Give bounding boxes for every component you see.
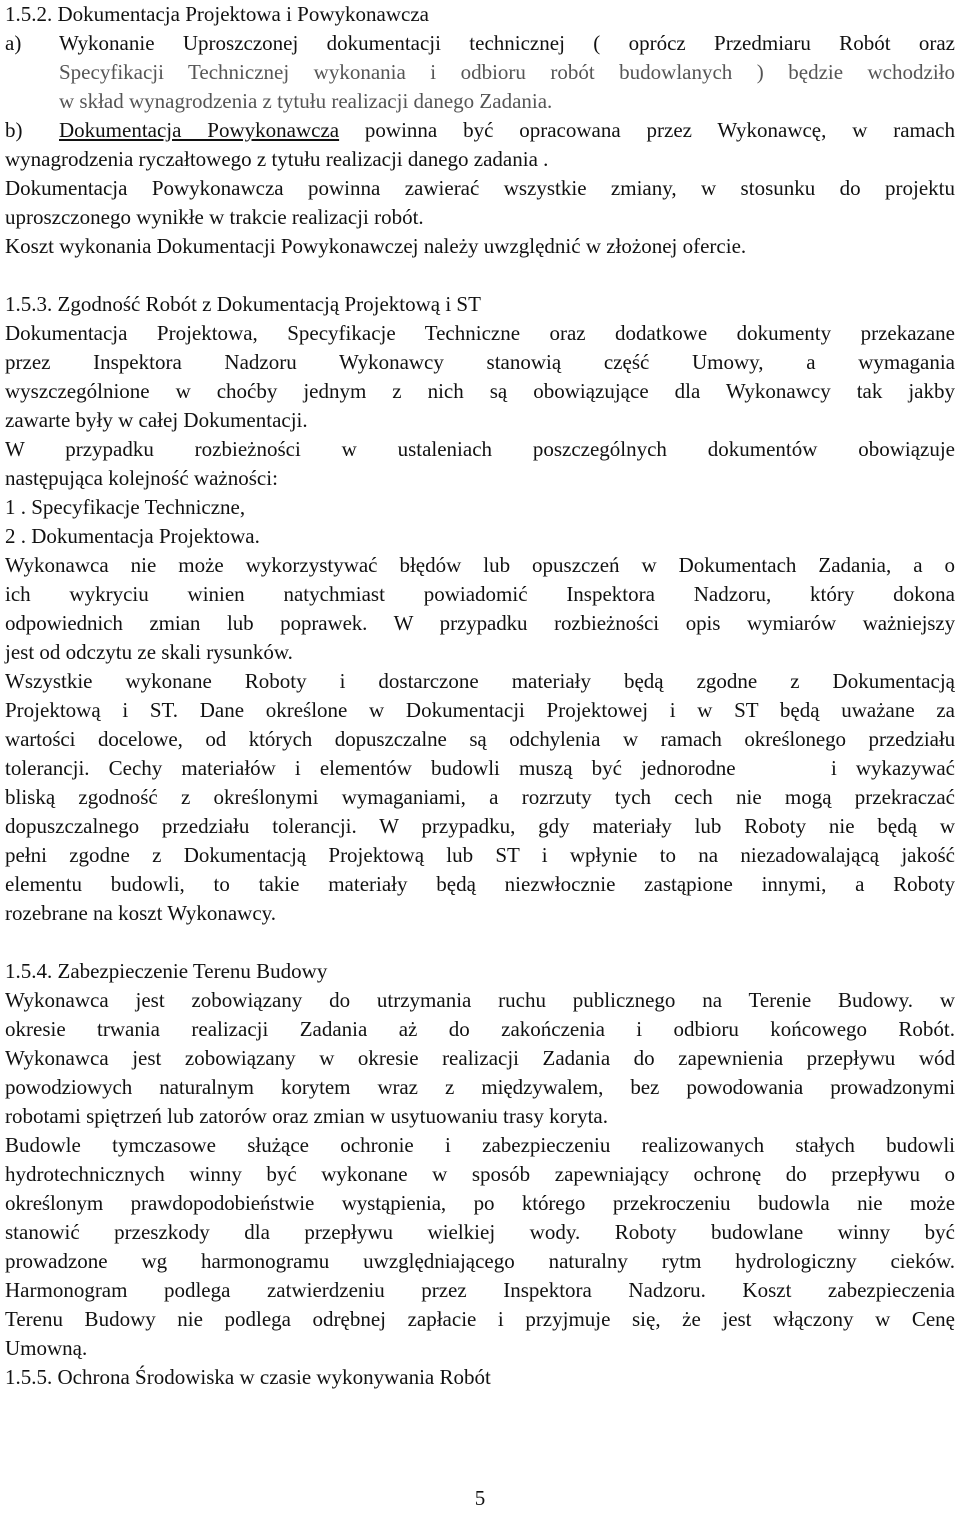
para-1-5-3-2-line-1: W przypadku rozbieżności w ustaleniach poszczególnych dokumentów obowiązuje <box>5 437 955 461</box>
para-1-5-3-3-line-1: Wykonawca nie może wykorzystywać błędów lub opuszczeń w Dokumentach Zadania, a o <box>5 553 955 577</box>
spacer <box>5 261 955 290</box>
item-a-marker: a) <box>5 31 22 55</box>
priority-list-item-2: 2 . Dokumentacja Projektowa. <box>5 524 260 548</box>
para-1-5-4-2-line-3: określonym prawdopodobieństwie wystąpienia, po którego przekroczeniu budowla nie może <box>5 1191 955 1215</box>
para-1-5-4-2-line-5: prowadzone wg harmonogramu uwzględniającego naturalny rytm hydrologiczny cieków. <box>5 1249 955 1273</box>
section-heading-1-5-5: 1.5.5. Ochrona Środowiska w czasie wykonywania Robót <box>5 1365 491 1389</box>
para-1-5-3-1-line-4: zawarte były w całej Dokumentacji. <box>5 408 308 432</box>
spacer <box>5 928 955 957</box>
item-b-line-1 <box>5 116 955 145</box>
para-1-5-2-2-line-1: Dokumentacja Powykonawcza powinna zawierać wszystkie zmiany, w stosunku do projektu <box>5 176 955 200</box>
para-1-5-4-2-line-6: Harmonogram podlega zatwierdzeniu przez Inspektora Nadzoru. Koszt zabezpieczenia <box>5 1278 955 1302</box>
para-1-5-3-4-line-8: elementu budowli, to takie materiały będą niezwłocznie zastąpione innymi, a Roboty <box>5 872 955 896</box>
item-a-line-2: Specyfikacji Technicznej wykonania i odbioru robót budowlanych ) będzie wchodziło <box>59 60 955 84</box>
para-1-5-4-2-line-2: hydrotechnicznych winny być wykonane w sposób zapewniający ochronę do przepływu o <box>5 1162 955 1186</box>
document-page <box>5 0 955 1392</box>
priority-list-item-1: 1 . Specyfikacje Techniczne, <box>5 495 246 519</box>
para-1-5-3-4-line-2: Projektową i ST. Dane określone w Dokumentacji Projektowej i w ST będą uważane za <box>5 698 955 722</box>
para-1-5-4-2-line-4: stanowić przeszkody dla przepływu wielkiej wody. Roboty budowlane winny być <box>5 1220 955 1244</box>
para-1-5-2-3: Koszt wykonania Dokumentacji Powykonawczej należy uwzględnić w złożonej ofercie. <box>5 234 747 258</box>
para-1-5-3-2-line-2: następująca kolejność ważności: <box>5 466 278 490</box>
para-1-5-3-4-line-5: bliską zgodność z określonymi wymaganiami, a rozrzuty tych cech nie mogą przekraczać <box>5 785 955 809</box>
para-1-5-3-3-line-4: jest od odczytu ze skali rysunków. <box>5 640 293 664</box>
para-1-5-3-4-line-4: tolerancji. Cechy materiałów i elementów budowli muszą być jednorodne i wykazywać <box>5 756 955 780</box>
para-1-5-4-1-line-2: okresie trwania realizacji Zadania aż do zakończenia i odbioru końcowego Robót. <box>5 1017 955 1041</box>
para-1-5-4-1-line-1: Wykonawca jest zobowiązany do utrzymania ruchu publicznego na Terenie Budowy. w <box>5 988 955 1012</box>
section-heading-1-5-4: 1.5.4. Zabezpieczenie Terenu Budowy <box>5 959 328 983</box>
item-b-marker: b) <box>5 118 23 142</box>
para-1-5-3-4-line-7: pełni zgodne z Dokumentacją Projektową lub ST i wpłynie to na niezadowalającą jakość <box>5 843 955 867</box>
section-heading-1-5-2: 1.5.2. Dokumentacja Projektowa i Powykonawcza <box>5 2 429 26</box>
para-1-5-3-4-line-6: dopuszczalnego przedziału tolerancji. W przypadku, gdy materiały lub Roboty nie będą w <box>5 814 955 838</box>
para-1-5-4-1-line-3: Wykonawca jest zobowiązany w okresie realizacji Zadania do zapewnienia przepływu wód <box>5 1046 955 1070</box>
para-1-5-3-3-line-3: odpowiednich zmian lub poprawek. W przypadku rozbieżności opis wymiarów ważniejszy <box>5 611 955 635</box>
item-a-line-3: w skład wynagrodzenia z tytułu realizacji danego Zadania. <box>59 89 553 113</box>
item-b-underlined-term: Dokumentacja Powykonawcza <box>59 118 340 142</box>
para-1-5-4-2-line-8: Umowną. <box>5 1336 88 1360</box>
para-1-5-4-1-line-4: powodziowych naturalnym korytem wraz z międzywalem, bez powodowania prowadzonymi <box>5 1075 955 1099</box>
para-1-5-4-2-line-1: Budowle tymczasowe służące ochronie i zabezpieczeniu realizowanych stałych budowli <box>5 1133 955 1157</box>
para-1-5-2-2-line-2: uproszczonego wynikłe w trakcie realizacji robót. <box>5 205 424 229</box>
para-1-5-4-1-line-5: robotami spiętrzeń lub zatorów oraz zmian w usytuowaniu trasy koryta. <box>5 1104 608 1128</box>
para-1-5-3-3-line-2: ich wykryciu winien natychmiast powiadomić Inspektora Nadzoru, który dokona <box>5 582 955 606</box>
para-1-5-3-1-line-1: Dokumentacja Projektowa, Specyfikacje Techniczne oraz dodatkowe dokumenty przekazane <box>5 321 955 345</box>
para-1-5-4-2-line-7: Terenu Budowy nie podlega odrębnej zapłacie i przyjmuje się, że jest włączony w Cenę <box>5 1307 955 1331</box>
item-a-text-1: Wykonanie Uproszczonej dokumentacji technicznej ( oprócz Przedmiaru Robót oraz <box>59 31 955 55</box>
item-b-line-2: wynagrodzenia ryczałtowego z tytułu realizacji danego zadania . <box>5 147 549 171</box>
section-heading-1-5-3: 1.5.3. Zgodność Robót z Dokumentacją Projektową i ST <box>5 292 481 316</box>
para-1-5-3-4-line-1: Wszystkie wykonane Roboty i dostarczone materiały będą zgodne z Dokumentacją <box>5 669 955 693</box>
para-1-5-3-1-line-2: przez Inspektora Nadzoru Wykonawcy stanowią część Umowy, a wymagania <box>5 350 955 374</box>
item-b-text-rest: powinna być opracowana przez Wykonawcę, w ramach <box>339 118 955 142</box>
para-1-5-3-4-line-3: wartości docelowe, od których dopuszczalne są odchylenia w ramach określonego przedziału <box>5 727 955 751</box>
para-1-5-3-4-line-9: rozebrane na koszt Wykonawcy. <box>5 901 277 925</box>
para-1-5-3-1-line-3: wyszczególnione w choćby jednym z nich są obowiązujące dla Wykonawcy tak jakby <box>5 379 955 403</box>
page-number: 5 <box>474 1486 486 1510</box>
item-a-line-1 <box>5 29 955 58</box>
